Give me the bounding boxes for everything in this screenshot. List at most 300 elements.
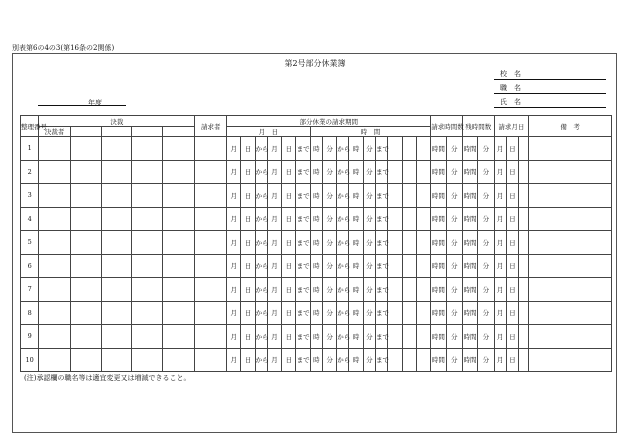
approval-cell[interactable] xyxy=(70,160,101,184)
month-cell: 月 xyxy=(267,278,281,302)
month-cell: 月 xyxy=(227,207,241,231)
blank-cell[interactable] xyxy=(518,207,528,231)
hours-cell: 時間 xyxy=(431,325,446,349)
day-cell: 日 xyxy=(241,348,255,372)
blank-cell[interactable] xyxy=(388,301,402,325)
blank-cell[interactable] xyxy=(402,301,416,325)
from-cell: から xyxy=(337,325,349,349)
minutes-cell: 分 xyxy=(446,348,462,372)
col-header-remaining-hours: 残時間数 xyxy=(462,116,494,137)
approval-cell[interactable] xyxy=(70,348,101,372)
day-cell: 日 xyxy=(282,160,296,184)
from-cell: から xyxy=(337,348,349,372)
hour-cell: 時 xyxy=(310,325,322,349)
position-line xyxy=(494,93,606,94)
from-cell: から xyxy=(255,207,267,231)
hour-cell: 時 xyxy=(349,301,363,325)
blank-cell[interactable] xyxy=(388,254,402,278)
month-cell: 月 xyxy=(227,184,241,208)
row-number: 3 xyxy=(21,184,39,208)
approval-cell[interactable] xyxy=(132,301,163,325)
day-cell: 日 xyxy=(282,184,296,208)
from-cell: から xyxy=(337,184,349,208)
from-cell: から xyxy=(337,231,349,255)
minutes-cell: 分 xyxy=(446,301,462,325)
minute-cell: 分 xyxy=(363,325,375,349)
table-row xyxy=(21,278,612,302)
request-month-cell: 月 xyxy=(494,348,506,372)
requester-cell[interactable] xyxy=(195,207,227,231)
blank-cell[interactable] xyxy=(402,325,416,349)
approval-cell[interactable] xyxy=(39,254,71,278)
to-cell: まで xyxy=(296,278,310,302)
blank-cell[interactable] xyxy=(388,207,402,231)
blank-cell[interactable] xyxy=(416,137,430,161)
blank-cell[interactable] xyxy=(402,184,416,208)
to-cell: まで xyxy=(296,207,310,231)
approval-cell[interactable] xyxy=(162,348,195,372)
minutes-cell: 分 xyxy=(446,160,462,184)
table-row xyxy=(21,137,612,161)
approval-blank xyxy=(132,127,163,137)
row-number: 9 xyxy=(21,325,39,349)
blank-cell[interactable] xyxy=(416,325,430,349)
blank-cell[interactable] xyxy=(518,137,528,161)
request-day-cell: 日 xyxy=(506,254,518,278)
leave-register-table xyxy=(20,115,612,372)
minute-cell: 分 xyxy=(322,184,336,208)
minute-cell: 分 xyxy=(363,184,375,208)
hours-cell: 時間 xyxy=(431,184,446,208)
row-number: 8 xyxy=(21,301,39,325)
col-header-requested-hours: 請求時間数 xyxy=(431,116,463,137)
from-cell: から xyxy=(337,207,349,231)
remaining-hours-cell: 時間 xyxy=(462,160,477,184)
month-cell: 月 xyxy=(267,184,281,208)
minute-cell: 分 xyxy=(322,207,336,231)
to-cell: まで xyxy=(296,325,310,349)
requester-cell[interactable] xyxy=(195,278,227,302)
month-cell: 月 xyxy=(227,278,241,302)
approval-cell[interactable] xyxy=(39,301,71,325)
minute-cell: 分 xyxy=(322,137,336,161)
row-number: 10 xyxy=(21,348,39,372)
minute-cell: 分 xyxy=(322,301,336,325)
to-cell: まで xyxy=(376,278,388,302)
month-cell: 月 xyxy=(267,348,281,372)
from-cell: から xyxy=(337,301,349,325)
approval-cell[interactable] xyxy=(162,325,195,349)
approval-cell[interactable] xyxy=(132,207,163,231)
blank-cell[interactable] xyxy=(388,160,402,184)
day-cell: 日 xyxy=(241,160,255,184)
remaining-hours-cell: 時間 xyxy=(462,207,477,231)
approval-cell[interactable] xyxy=(101,301,132,325)
row-number: 6 xyxy=(21,254,39,278)
request-day-cell: 日 xyxy=(506,348,518,372)
requester-cell[interactable] xyxy=(195,160,227,184)
request-day-cell: 日 xyxy=(506,184,518,208)
approval-cell[interactable] xyxy=(162,254,195,278)
blank-cell[interactable] xyxy=(388,278,402,302)
approval-cell[interactable] xyxy=(162,231,195,255)
to-cell: まで xyxy=(296,137,310,161)
remarks-cell[interactable] xyxy=(529,278,612,302)
to-cell: まで xyxy=(376,348,388,372)
hour-cell: 時 xyxy=(349,160,363,184)
minutes-cell: 分 xyxy=(446,137,462,161)
remaining-hours-cell: 時間 xyxy=(462,184,477,208)
row-number: 2 xyxy=(21,160,39,184)
minute-cell: 分 xyxy=(363,254,375,278)
blank-cell[interactable] xyxy=(416,184,430,208)
minute-cell: 分 xyxy=(322,325,336,349)
day-cell: 日 xyxy=(241,184,255,208)
approval-cell[interactable] xyxy=(70,301,101,325)
request-day-cell: 日 xyxy=(506,207,518,231)
day-cell: 日 xyxy=(282,137,296,161)
approval-cell[interactable] xyxy=(132,231,163,255)
request-month-cell: 月 xyxy=(494,254,506,278)
month-cell: 月 xyxy=(267,325,281,349)
col-header-request-date: 請求月日 xyxy=(494,116,529,137)
from-cell: から xyxy=(337,137,349,161)
month-cell: 月 xyxy=(267,137,281,161)
approval-cell[interactable] xyxy=(162,207,195,231)
to-cell: まで xyxy=(376,325,388,349)
minute-cell: 分 xyxy=(322,348,336,372)
day-cell: 日 xyxy=(241,325,255,349)
col-header-approval: 決裁 xyxy=(39,116,195,127)
approval-cell[interactable] xyxy=(39,137,71,161)
from-cell: から xyxy=(337,160,349,184)
remaining-hours-cell: 時間 xyxy=(462,348,477,372)
row-number: 7 xyxy=(21,278,39,302)
remarks-cell[interactable] xyxy=(529,301,612,325)
table-row xyxy=(21,301,612,325)
day-cell: 日 xyxy=(282,231,296,255)
approval-cell[interactable] xyxy=(132,137,163,161)
month-cell: 月 xyxy=(267,207,281,231)
hour-cell: 時 xyxy=(310,231,322,255)
request-month-cell: 月 xyxy=(494,184,506,208)
year-underline xyxy=(38,105,126,106)
month-cell: 月 xyxy=(227,348,241,372)
from-cell: から xyxy=(255,137,267,161)
hour-cell: 時 xyxy=(349,231,363,255)
row-number: 4 xyxy=(21,207,39,231)
table-row xyxy=(21,325,612,349)
from-cell: から xyxy=(255,254,267,278)
request-month-cell: 月 xyxy=(494,160,506,184)
day-cell: 日 xyxy=(241,231,255,255)
blank-cell[interactable] xyxy=(416,207,430,231)
requester-cell[interactable] xyxy=(195,301,227,325)
blank-cell[interactable] xyxy=(518,348,528,372)
blank-cell[interactable] xyxy=(402,348,416,372)
blank-cell[interactable] xyxy=(402,160,416,184)
month-cell: 月 xyxy=(267,160,281,184)
minute-cell: 分 xyxy=(363,348,375,372)
approval-cell[interactable] xyxy=(70,231,101,255)
minutes-cell: 分 xyxy=(446,207,462,231)
blank-cell[interactable] xyxy=(388,325,402,349)
approval-cell[interactable] xyxy=(101,207,132,231)
request-month-cell: 月 xyxy=(494,137,506,161)
approval-cell[interactable] xyxy=(132,184,163,208)
table-row xyxy=(21,254,612,278)
to-cell: まで xyxy=(376,137,388,161)
minutes-cell: 分 xyxy=(446,231,462,255)
approval-cell[interactable] xyxy=(70,278,101,302)
blank-cell[interactable] xyxy=(402,137,416,161)
row-number: 5 xyxy=(21,231,39,255)
table-row xyxy=(21,231,612,255)
blank-cell[interactable] xyxy=(518,254,528,278)
remarks-cell[interactable] xyxy=(529,254,612,278)
remarks-cell[interactable] xyxy=(529,231,612,255)
blank-cell[interactable] xyxy=(416,301,430,325)
remarks-cell[interactable] xyxy=(529,325,612,349)
approval-cell[interactable] xyxy=(132,254,163,278)
school-name-label: 校 名 xyxy=(500,70,521,78)
approval-cell[interactable] xyxy=(70,184,101,208)
approval-cell[interactable] xyxy=(39,207,71,231)
request-month-cell: 月 xyxy=(494,301,506,325)
approval-cell[interactable] xyxy=(132,160,163,184)
month-cell: 月 xyxy=(267,231,281,255)
hours-cell: 時間 xyxy=(431,207,446,231)
request-month-cell: 月 xyxy=(494,207,506,231)
remarks-cell[interactable] xyxy=(529,184,612,208)
approval-cell[interactable] xyxy=(70,137,101,161)
blank-cell[interactable] xyxy=(388,348,402,372)
approval-cell[interactable] xyxy=(101,137,132,161)
hour-cell: 時 xyxy=(349,278,363,302)
table-row xyxy=(21,348,612,372)
footnote: (注)承認欄の職名等は適宜変更又は増減できること。 xyxy=(24,374,191,382)
approval-cell[interactable] xyxy=(101,160,132,184)
remaining-minutes-cell: 分 xyxy=(478,301,494,325)
blank-cell[interactable] xyxy=(416,160,430,184)
from-cell: から xyxy=(255,160,267,184)
blank-cell[interactable] xyxy=(416,278,430,302)
requester-cell[interactable] xyxy=(195,184,227,208)
day-cell: 日 xyxy=(282,301,296,325)
blank-cell[interactable] xyxy=(402,231,416,255)
day-cell: 日 xyxy=(241,278,255,302)
hours-cell: 時間 xyxy=(431,137,446,161)
approval-cell[interactable] xyxy=(39,348,71,372)
remarks-cell[interactable] xyxy=(529,160,612,184)
request-day-cell: 日 xyxy=(506,231,518,255)
hour-cell: 時 xyxy=(349,348,363,372)
request-day-cell: 日 xyxy=(506,278,518,302)
hour-cell: 時 xyxy=(310,348,322,372)
remaining-hours-cell: 時間 xyxy=(462,278,477,302)
blank-cell[interactable] xyxy=(518,325,528,349)
requester-cell[interactable] xyxy=(195,348,227,372)
minute-cell: 分 xyxy=(363,160,375,184)
remaining-hours-cell: 時間 xyxy=(462,231,477,255)
to-cell: まで xyxy=(296,348,310,372)
remarks-cell[interactable] xyxy=(529,348,612,372)
row-number: 1 xyxy=(21,137,39,161)
to-cell: まで xyxy=(376,231,388,255)
col-header-approver: 決裁者 xyxy=(39,127,71,137)
hours-cell: 時間 xyxy=(431,254,446,278)
from-cell: から xyxy=(255,348,267,372)
hour-cell: 時 xyxy=(349,254,363,278)
blank-cell[interactable] xyxy=(388,231,402,255)
to-cell: まで xyxy=(376,160,388,184)
month-cell: 月 xyxy=(227,301,241,325)
blank-cell[interactable] xyxy=(416,254,430,278)
approval-cell[interactable] xyxy=(162,278,195,302)
request-day-cell: 日 xyxy=(506,325,518,349)
table-row xyxy=(21,160,612,184)
requester-cell[interactable] xyxy=(195,231,227,255)
from-cell: から xyxy=(255,231,267,255)
approval-cell[interactable] xyxy=(132,278,163,302)
blank-cell[interactable] xyxy=(402,207,416,231)
remaining-minutes-cell: 分 xyxy=(478,348,494,372)
minute-cell: 分 xyxy=(363,301,375,325)
blank-cell[interactable] xyxy=(416,348,430,372)
approval-cell[interactable] xyxy=(39,184,71,208)
to-cell: まで xyxy=(296,184,310,208)
remaining-minutes-cell: 分 xyxy=(478,254,494,278)
col-header-requester: 請求者 xyxy=(195,116,227,137)
approval-blank xyxy=(162,127,195,137)
remaining-hours-cell: 時間 xyxy=(462,325,477,349)
hour-cell: 時 xyxy=(310,278,322,302)
approval-cell[interactable] xyxy=(70,254,101,278)
request-day-cell: 日 xyxy=(506,301,518,325)
name-label: 氏 名 xyxy=(500,98,521,106)
month-cell: 月 xyxy=(267,254,281,278)
hour-cell: 時 xyxy=(310,207,322,231)
blank-cell[interactable] xyxy=(388,137,402,161)
remarks-cell[interactable] xyxy=(529,207,612,231)
month-cell: 月 xyxy=(227,160,241,184)
to-cell: まで xyxy=(376,184,388,208)
approval-cell[interactable] xyxy=(162,137,195,161)
minute-cell: 分 xyxy=(322,231,336,255)
month-cell: 月 xyxy=(227,231,241,255)
approval-cell[interactable] xyxy=(162,184,195,208)
approval-cell[interactable] xyxy=(101,184,132,208)
approval-cell[interactable] xyxy=(39,325,71,349)
day-cell: 日 xyxy=(241,301,255,325)
remaining-hours-cell: 時間 xyxy=(462,254,477,278)
blank-cell[interactable] xyxy=(402,254,416,278)
approval-cell[interactable] xyxy=(162,160,195,184)
day-cell: 日 xyxy=(282,254,296,278)
day-cell: 日 xyxy=(282,207,296,231)
minute-cell: 分 xyxy=(363,207,375,231)
hour-cell: 時 xyxy=(310,254,322,278)
to-cell: まで xyxy=(296,231,310,255)
month-cell: 月 xyxy=(227,325,241,349)
to-cell: まで xyxy=(376,254,388,278)
requester-cell[interactable] xyxy=(195,254,227,278)
approval-cell[interactable] xyxy=(101,231,132,255)
approval-cell[interactable] xyxy=(132,325,163,349)
remaining-minutes-cell: 分 xyxy=(478,325,494,349)
request-day-cell: 日 xyxy=(506,160,518,184)
hours-cell: 時間 xyxy=(431,231,446,255)
to-cell: まで xyxy=(296,160,310,184)
blank-cell[interactable] xyxy=(416,231,430,255)
hours-cell: 時間 xyxy=(431,348,446,372)
approval-cell[interactable] xyxy=(101,325,132,349)
hours-cell: 時間 xyxy=(431,160,446,184)
from-cell: から xyxy=(255,278,267,302)
approval-cell[interactable] xyxy=(39,231,71,255)
blank-cell[interactable] xyxy=(518,301,528,325)
approval-cell[interactable] xyxy=(162,301,195,325)
approval-blank xyxy=(101,127,132,137)
blank-cell[interactable] xyxy=(388,184,402,208)
hour-cell: 時 xyxy=(349,137,363,161)
from-cell: から xyxy=(337,254,349,278)
blank-cell[interactable] xyxy=(518,278,528,302)
approval-cell[interactable] xyxy=(101,348,132,372)
remarks-cell[interactable] xyxy=(529,137,612,161)
hour-cell: 時 xyxy=(310,137,322,161)
approval-cell[interactable] xyxy=(132,348,163,372)
minutes-cell: 分 xyxy=(446,278,462,302)
blank-cell[interactable] xyxy=(518,160,528,184)
month-cell: 月 xyxy=(227,137,241,161)
name-line xyxy=(494,107,606,108)
day-cell: 日 xyxy=(241,137,255,161)
col-header-period: 部分休業の請求期間 xyxy=(227,116,431,127)
remaining-minutes-cell: 分 xyxy=(478,207,494,231)
blank-cell[interactable] xyxy=(402,278,416,302)
from-cell: から xyxy=(255,325,267,349)
request-month-cell: 月 xyxy=(494,325,506,349)
hour-cell: 時 xyxy=(349,325,363,349)
month-cell: 月 xyxy=(227,254,241,278)
approval-cell[interactable] xyxy=(39,278,71,302)
minute-cell: 分 xyxy=(322,160,336,184)
from-cell: から xyxy=(337,278,349,302)
requester-cell[interactable] xyxy=(195,325,227,349)
to-cell: まで xyxy=(376,301,388,325)
table-row xyxy=(21,184,612,208)
requester-cell[interactable] xyxy=(195,137,227,161)
request-day-cell: 日 xyxy=(506,137,518,161)
minute-cell: 分 xyxy=(363,278,375,302)
approval-cell[interactable] xyxy=(101,254,132,278)
request-month-cell: 月 xyxy=(494,231,506,255)
hour-cell: 時 xyxy=(310,160,322,184)
hour-cell: 時 xyxy=(349,184,363,208)
blank-cell[interactable] xyxy=(518,184,528,208)
table-row xyxy=(21,207,612,231)
approval-blank xyxy=(70,127,101,137)
blank-cell[interactable] xyxy=(518,231,528,255)
approval-cell[interactable] xyxy=(39,160,71,184)
approval-cell[interactable] xyxy=(70,207,101,231)
approval-cell[interactable] xyxy=(70,325,101,349)
remaining-hours-cell: 時間 xyxy=(462,137,477,161)
approval-cell[interactable] xyxy=(101,278,132,302)
sheet-reference: 別表第6の4の3(第16条の2関係) xyxy=(12,44,115,52)
remaining-minutes-cell: 分 xyxy=(478,160,494,184)
